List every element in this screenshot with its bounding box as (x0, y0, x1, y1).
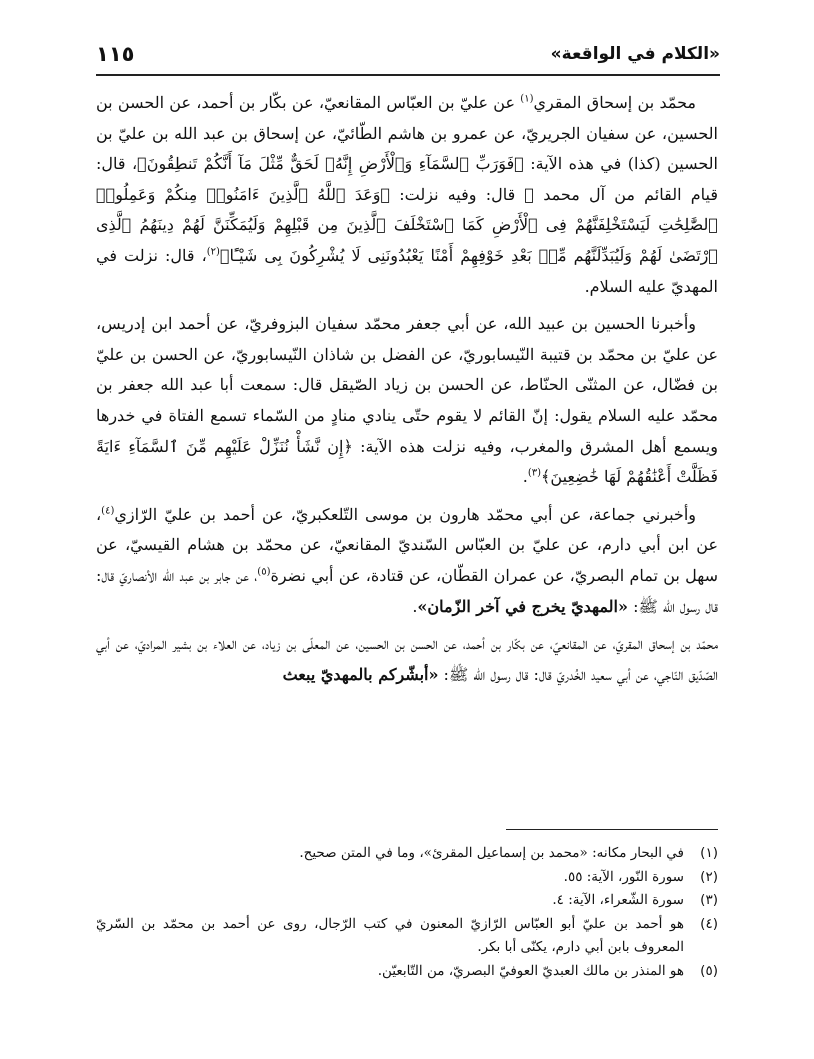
p3-text-b: ، عن ابن أبي دارم، عن عليّ بن العبّاس السّنديّ المقانعيّ، عن محمّد بن هشام القيسيّ، عن سهل بن تمام البصريّ، عن عمران القطّان، عن قتادة، عن أبي نضرة (96, 504, 719, 585)
footnote-number: (٣) (700, 892, 718, 908)
p2-text-end: . (522, 467, 528, 487)
page-number: ١١٥ (96, 42, 135, 66)
page-header (96, 40, 720, 76)
p2-text-a: وأخبرنا الحسين بن عبيد الله، عن أبي جعفر محمّد سفيان البزوفريّ، عن أحمد ابن إدريس، عن عليّ بن محمّد بن قتيبة النّيسابوريّ، عن الفضل بن شاذان النّيسابوريّ، عن الحسن بن عليّ بن فضّال، عن المثنّى الحنّاط، عن الحسن بن زياد الصّيقل قال: سمعت أبا عبد الله جعفر بن محمّد عليه السلام يقول: إنّ القائم لا يقوم حتّى ينادي منادٍ من السّماء تسمع الفتاة في خدرها ويسمع أهل المشرق والمغرب، وفيه نزلت هذه الآية: (96, 314, 719, 456)
hadith-quote-1: «المهديّ يخرج في آخر الزّمان» (417, 596, 628, 616)
footnote-text: سورة الشّعراء، الآية: ٤. (552, 892, 684, 908)
p1-text-b: عن عليّ بن العبّاس المقانعيّ، عن بكّار بن أحمد، عن الحسن بن الحسين، عن سفيان الجريريّ، عن عمرو بن هاشم الطّائيّ، عن إسحاق بن عبد الله بن عليّ بن الحسين (كذا) في هذه الآية: (96, 93, 718, 174)
footnote (96, 842, 718, 866)
footnote-ref-2: (٢) (206, 246, 220, 258)
footnote-ref-1: (١) (520, 93, 534, 105)
p4-text-a: محمّد بن إسحاق المقريّ، عن المقانعيّ، عن بكّار بن أحمد، عن الحسن بن الحسين، عن المعلّى بن زياد، عن العلاء بن بشير المراديّ، عن أبي الصّدّيق النّاجي، عن أبي سعيد الخُدريّ قال: قال رسول الله ﷺ: (96, 634, 718, 684)
footnote-ref-4: (٤) (101, 505, 115, 517)
p3-text-a: وأخبرني جماعة، عن أبي محمّد هارون بن موسى التّلعكبريّ، عن أحمد بن عليّ الرّازي (114, 504, 696, 524)
running-title: «الكلام في الواقعة» (550, 44, 720, 64)
quran-verse-3: ﴿إِن نَّشَأْ نُنَزِّلْ عَلَيْهِم مِّنَ ٱلسَّمَآءِ ءَايَةً فَظَلَّتْ أَعْنَٰقُهُمْ لَهَا خَٰضِعِينَ﴾ (96, 436, 718, 487)
footnote-text: هو أحمد بن عليّ أبو العبّاس الرّازيّ المعنون في كتب الرّجال، روى عن أحمد بن محمّد بن السّريّ المعروف بابن أبي دارم، يكنّى أبا بكر. (96, 915, 684, 955)
p3-text-c: ، عن جابر بن عبد الله الأنصاريّ قال: قال رسول الله ﷺ: (96, 565, 718, 616)
hadith-quote-2: «أبشّركم بالمهديّ يبعث (282, 664, 439, 684)
footnote-text: في البحار مكانه: «محمد بن إسماعيل المقرئ»، وما في المتن صحيح. (299, 845, 684, 861)
footnote (96, 913, 718, 960)
footnote-number: (٤) (700, 915, 718, 932)
footnote-number: (٥) (700, 962, 718, 979)
p3-text-end: . (412, 596, 418, 616)
paragraph-1 (96, 88, 718, 302)
footnote-number: (١) (700, 845, 718, 861)
paragraph-4 (96, 629, 718, 690)
footnote-text: هو المنذر بن مالك العبديّ العوفيّ البصريّ، من التّابعيّن. (377, 962, 684, 979)
main-text (96, 88, 718, 697)
footnote (96, 866, 718, 890)
quran-verse-1: ﴿فَوَرَبِّ ٱلسَّمَآءِ وَٱلْأَرْضِ إِنَّهُۥ لَحَقٌّ مِّثْلَ مَآ أَنَّكُمْ تَنطِقُونَ﴾ (137, 154, 524, 174)
footnote-text: سورة النّور، الآية: ٥٥. (563, 868, 684, 885)
footnote (96, 960, 718, 984)
p1-text-a: محمّد بن إسحاق المقري (533, 93, 696, 112)
footnote-ref-5: (٥) (257, 566, 271, 578)
paragraph-2 (96, 309, 718, 493)
footnote-divider (506, 829, 718, 830)
footnotes (96, 842, 718, 983)
p1-text-d: ، قال: نزلت في المهديّ عليه السلام. (96, 245, 718, 296)
p1-text-c: ، قال: قيام القائم من آل محمد ﷺ قال: وفيه نزلت: (96, 154, 718, 204)
footnote-ref-3: (٣) (527, 467, 542, 479)
quran-verse-2: ﴿وَعَدَ ٱللَّهُ ٱلَّذِينَ ءَامَنُوا۟ مِنكُمْ وَعَمِلُوا۟ ٱلصَّٰلِحَٰتِ لَيَسْتَخْلِفَنَّهُمْ فِى ٱلْأَرْضِ كَمَا ٱسْتَخْلَفَ ٱلَّذِينَ مِن قَبْلِهِمْ وَلَيُمَكِّنَنَّ لَهُمْ دِينَهُمُ ٱلَّذِى ٱرْتَضَىٰ لَهُمْ وَلَيُبَدِّلَنَّهُم مِّنۢ بَعْدِ خَوْفِهِمْ أَمْنًا يَعْبُدُونَنِى لَا يُشْرِكُونَ بِى شَيْـًٔا﴾ (96, 184, 719, 265)
paragraph-3 (96, 500, 718, 622)
footnote (96, 889, 718, 913)
footnote-number: (٢) (700, 868, 718, 885)
